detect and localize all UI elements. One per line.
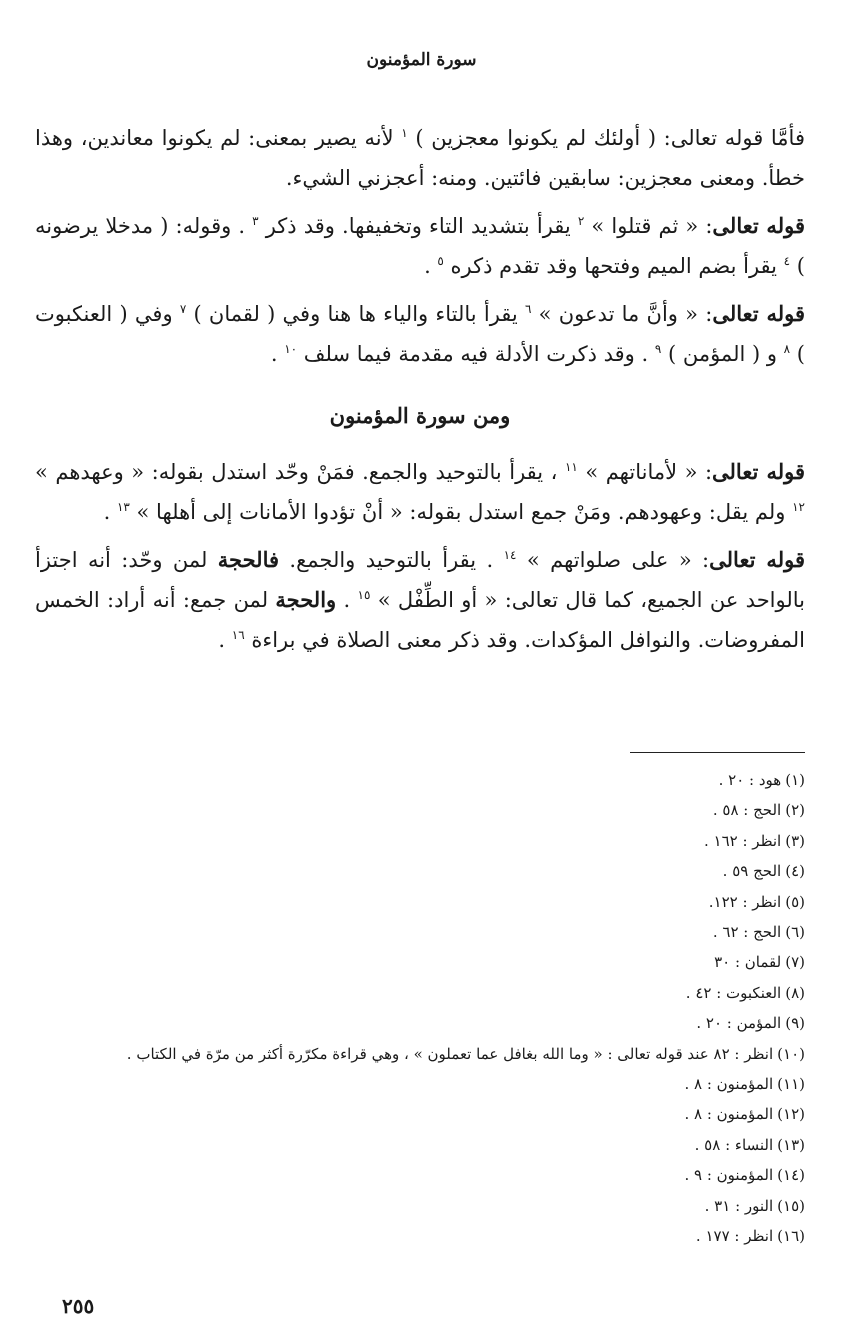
verse-label: قوله تعالى <box>712 213 805 238</box>
footnote-number: (١٠) <box>777 1044 805 1063</box>
paragraph-4 <box>35 452 805 532</box>
footnote-number: (١٢) <box>777 1105 805 1124</box>
footnote-number: (٩) <box>785 1014 805 1033</box>
footnote-number: (٨) <box>785 983 805 1002</box>
paragraph-text: لمن وحّد: أنه اجتزأ بالواحد عن الجميع، كما قال تعالى: « أو الطِّفْل » <box>35 548 806 612</box>
footnote-item <box>35 856 805 886</box>
paragraph-text: : « ثم قتلوا » <box>584 214 713 238</box>
footnote-ref: ١١ <box>564 460 578 474</box>
footnote-ref: ١٦ <box>231 628 245 642</box>
footnote-item <box>35 887 805 917</box>
footnote-text: هود : ٢٠ . <box>718 771 782 789</box>
footnote-text: العنكبوت : ٤٢ . <box>685 983 782 1002</box>
footnote-ref: ١ <box>401 126 408 140</box>
footnote-text: النور : ٣١ . <box>704 1196 774 1215</box>
footnote-ref: ٩ <box>654 342 662 356</box>
footnote-ref: ١٥ <box>357 588 371 602</box>
footnote-item <box>35 826 805 856</box>
footnote-ref: ٣ <box>252 214 259 228</box>
paragraph-3 <box>35 294 805 374</box>
emphasis-term: والحجة <box>275 587 337 612</box>
footnote-text: الحج : ٦٢ . <box>712 923 782 942</box>
verse-label: قوله تعالى <box>709 547 805 572</box>
footnote-divider <box>630 752 805 753</box>
paragraph-text: يقرأ بضم الميم وفتحها وقد تقدم ذكره <box>443 254 784 278</box>
paragraph-text: . <box>218 628 232 652</box>
footnote-item <box>35 917 805 947</box>
footnote-text: انظر : ١٢٢. <box>708 892 782 911</box>
footnote-ref: ٦ <box>525 302 532 316</box>
main-text <box>35 118 805 668</box>
footnote-item <box>35 765 805 795</box>
paragraph-text: : « لأماناتهم » <box>577 460 713 484</box>
footnote-text: المؤمنون : ٩ . <box>684 1166 774 1185</box>
paragraph-text: . وقوله: ( مدخلا يرضونه ) <box>35 214 805 278</box>
footnote-ref: ١٤ <box>503 548 517 562</box>
paragraph-text: و ( المؤمن ) <box>661 342 784 366</box>
paragraph-text: وفي ( العنكبوت ) <box>35 302 805 366</box>
footnote-text: انظر : ١٧٧ . <box>695 1227 774 1246</box>
paragraph-5 <box>35 540 805 660</box>
footnote-ref: ٥ <box>437 254 444 268</box>
paragraph-text: . <box>270 342 285 366</box>
paragraph-text: ، يقرأ بالتوحيد والجمع. فمَنْ وحّد استدل بقوله: « وعهدهم » <box>35 460 565 484</box>
footnote-text: المؤمن : ٢٠ . <box>696 1014 782 1033</box>
footnote-item <box>35 1130 805 1160</box>
paragraph-text: : « على صلواتهم » <box>516 548 710 572</box>
footnote-number: (١٣) <box>777 1135 805 1154</box>
footnote-item <box>35 947 805 977</box>
emphasis-term: فالحجة <box>217 547 280 572</box>
paragraph-text: . يقرأ بالتوحيد والجمع. <box>279 548 504 572</box>
footnote-item <box>35 1099 805 1129</box>
paragraph-text: : « وأنَّ ما تدعون » <box>531 302 713 326</box>
footnote-number: (٢) <box>785 801 805 820</box>
footnote-item <box>35 1008 805 1038</box>
footnote-number: (٣) <box>785 831 805 850</box>
paragraph-2 <box>35 206 805 286</box>
paragraph-1 <box>35 118 805 198</box>
footnote-number: (١١) <box>777 1075 805 1094</box>
footnote-text: الحج ٥٩ . <box>722 862 782 881</box>
footnote-text: النساء : ٥٨ . <box>694 1135 774 1154</box>
footnote-text: المؤمنون : ٨ . <box>684 1075 774 1094</box>
footnote-text: لقمان : ٣٠ <box>714 953 782 972</box>
footnote-item <box>35 1069 805 1099</box>
verse-label: قوله تعالى <box>712 459 806 484</box>
paragraph-text: يقرأ بالتاء والياء ها هنا وفي ( لقمان ) <box>186 302 525 326</box>
section-heading: ومن سورة المؤمنون <box>329 403 511 428</box>
paragraph-text: . <box>336 588 358 612</box>
footnote-number: (١٤) <box>777 1166 805 1185</box>
paragraph-text: فأمَّا قوله تعالى: ( أولئك لم يكونوا معجزين ) <box>407 126 805 150</box>
paragraph-text: ولم يقل: وعهودهم. ومَنْ جمع استدل بقوله: « أنْ تؤدوا الأمانات إلى أهلها » <box>129 500 793 524</box>
paragraph-text: . وقد ذكرت الأدلة فيه مقدمة فيما سلف <box>297 342 655 366</box>
footnote-ref: ١٣ <box>116 500 130 514</box>
footnote-ref: ١٠ <box>284 342 298 356</box>
footnote-number: (٤) <box>785 862 805 881</box>
paragraph-text: لأنه يصير بمعنى: لم يكونوا معاندين، وهذا خطأ. ومعنى معجزين: سابقين فائتين. ومنه: أعجزني الشيء. <box>35 126 805 190</box>
footnote-ref: ٢ <box>577 214 585 228</box>
footnote-text: انظر : ٨٢ عند قوله تعالى : « وما الله بغافل عما تعملون » ، وهي قراءة مكرّرة أكثر من مرّة في الكتاب . <box>126 1044 774 1063</box>
paragraph-text: . <box>424 254 438 278</box>
footnote-ref: ٧ <box>179 302 187 316</box>
footnote-number: (٥) <box>785 892 805 911</box>
footnote-item <box>35 1191 805 1221</box>
footnote-ref: ٨ <box>783 342 791 356</box>
footnote-number: (١) <box>785 771 805 789</box>
footnote-number: (١٦) <box>777 1227 805 1246</box>
footnote-number: (١٥) <box>777 1196 805 1215</box>
footnote-number: (٧) <box>785 953 805 972</box>
running-head: سورة المؤمنون <box>366 50 477 70</box>
footnote-text: انظر : ١٦٢ . <box>703 831 782 850</box>
footnote-number: (٦) <box>785 923 805 942</box>
footnote-item <box>35 1039 805 1069</box>
page-number: ٢٥٥ <box>62 1294 95 1318</box>
footnote-text: المؤمنون : ٨ . <box>684 1105 774 1124</box>
footnote-item <box>35 978 805 1008</box>
footnote-ref: ٤ <box>783 254 791 268</box>
footnote-item <box>35 795 805 825</box>
paragraph-text: لمن جمع: أنه أراد: الخمس المفروضات. والنوافل المؤكدات. وقد ذكر معنى الصلاة في براءة <box>35 588 805 652</box>
footnote-item <box>35 1160 805 1190</box>
footnotes-list <box>35 765 805 1252</box>
footnote-ref: ١٢ <box>792 500 805 514</box>
footnote-item <box>35 1221 805 1251</box>
verse-label: قوله تعالى <box>712 301 805 326</box>
footnote-text: الحج : ٥٨ . <box>712 801 782 820</box>
paragraph-text: يقرأ بتشديد التاء وتخفيفها. وقد ذكر <box>258 214 578 238</box>
paragraph-text: . <box>103 500 117 524</box>
